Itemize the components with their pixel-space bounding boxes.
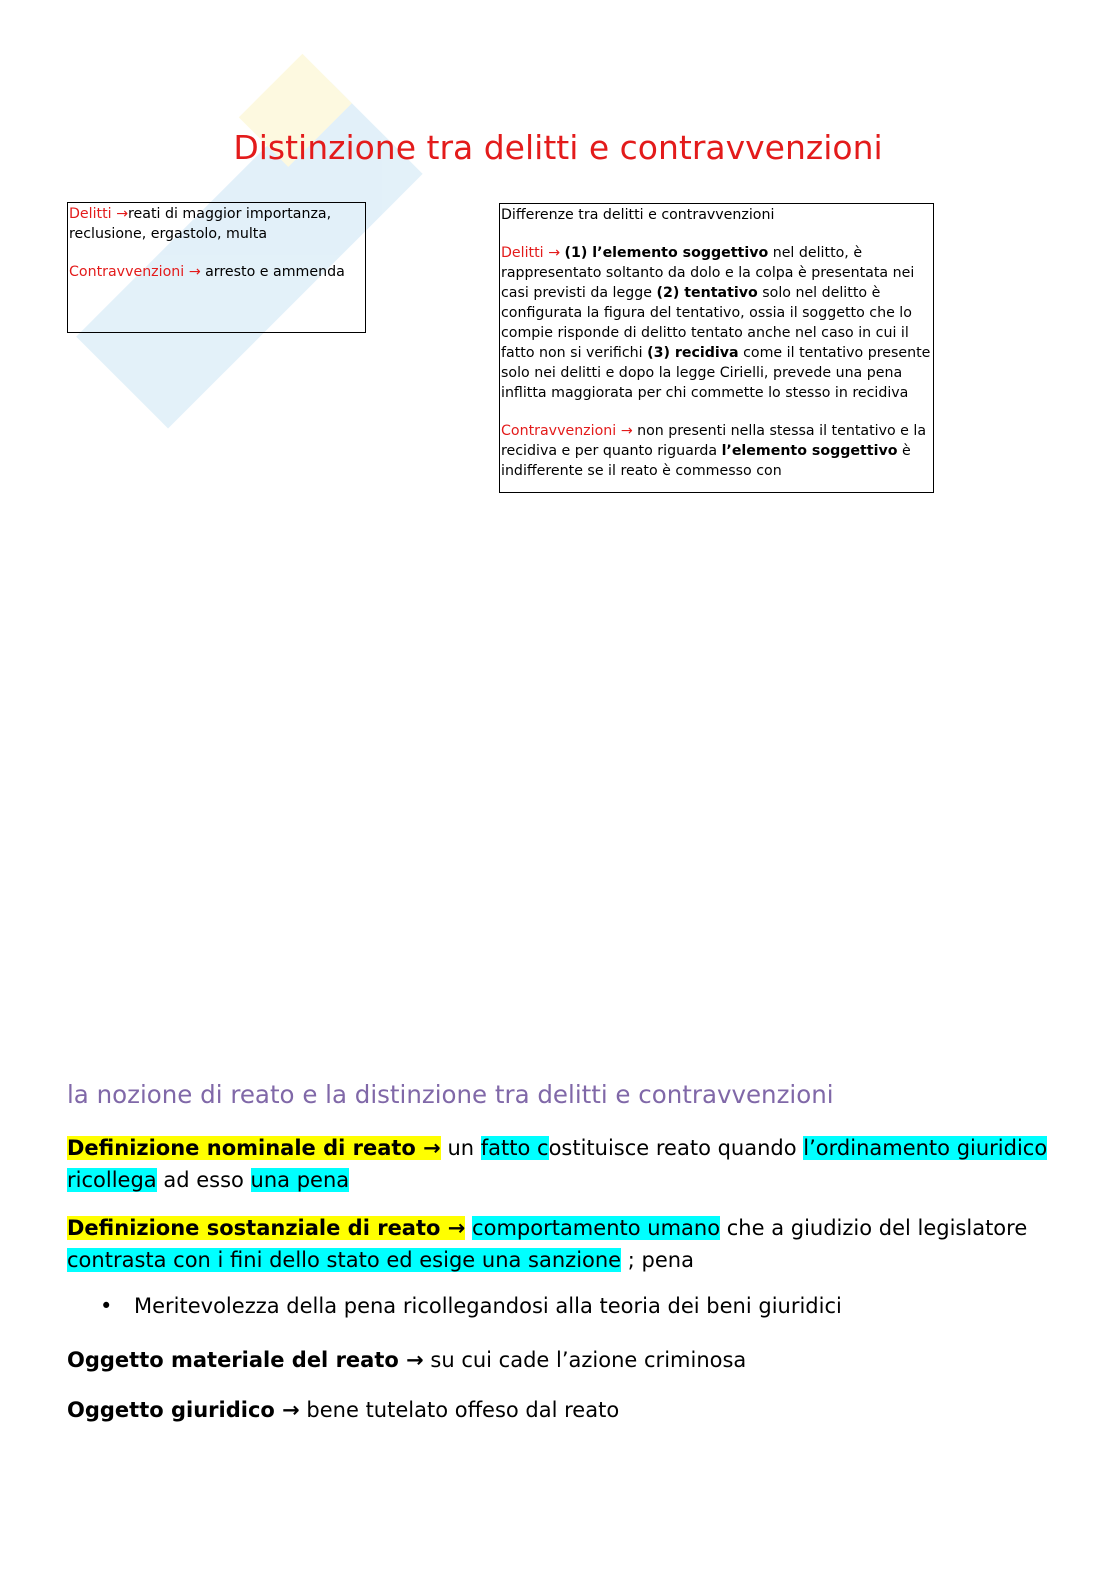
bullet-icon: •: [100, 1294, 113, 1318]
paragraph-text: ; pena: [621, 1248, 694, 1272]
recidiva-term: (3) recidiva: [647, 345, 739, 361]
paragraph-text: su cui cade l’azione criminosa: [423, 1348, 747, 1372]
differences-heading: Differenze tra delitti e contravvenzioni: [501, 207, 775, 223]
delitti-paragraph: [501, 243, 933, 403]
arrow-icon: →: [620, 423, 633, 439]
contrav-paragraph: [501, 421, 933, 481]
summary-box: [67, 202, 366, 333]
delitti-label: Delitti: [501, 245, 544, 261]
highlight: comportamento umano: [472, 1216, 721, 1240]
paragraph-text: è indifferente se il reato è commesso con: [501, 443, 911, 479]
definizione-sostanziale: [67, 1212, 1057, 1276]
paragraph-text: un: [440, 1136, 481, 1160]
delitti-line: [69, 204, 365, 244]
delitti-text: reati di maggior importanza, reclusione, ergastolo, multa: [69, 206, 332, 242]
tentativo-term: (2) tentativo: [656, 285, 758, 301]
highlight: fatto c: [480, 1136, 549, 1160]
paragraph-text: nel delitto, è rappresentato soltanto da dolo e la colpa è presentata nei casi previsti da legge: [501, 245, 915, 301]
elemento-soggettivo-term: (1) l’elemento soggettivo: [564, 245, 769, 261]
arrow-icon: →: [188, 264, 201, 280]
oggetto-materiale-label: Oggetto materiale del reato →: [67, 1348, 424, 1372]
paragraph-text: solo nel delitto è configurata la figura del tentativo, ossia il soggetto che lo compie risponde di delitto tentato anche nel caso in cui il fatto non si verifichi: [501, 285, 912, 361]
list-item: [100, 1294, 842, 1318]
paragraph-text: come il tentativo presente solo nei delitti e dopo la legge Cirielli, prevede una pena inflitta maggiorata per chi commette lo stesso in recidiva: [501, 345, 931, 401]
definizione-nominale: [67, 1132, 1057, 1196]
highlight: l’ordinamento giuridico ricollega: [67, 1136, 1048, 1192]
arrow-icon: →: [116, 206, 129, 222]
elemento-soggettivo-term: l’elemento soggettivo: [721, 443, 898, 459]
paragraph-text: ad esso: [156, 1168, 251, 1192]
paragraph-text: non presenti nella stessa il tentativo e la recidiva e per quanto riguarda: [501, 423, 927, 459]
definizione-sostanziale-label: Definizione sostanziale di reato →: [67, 1216, 466, 1240]
paragraph-text: bene tutelato offeso dal reato: [299, 1398, 620, 1422]
contrav-label: Contravvenzioni: [501, 423, 617, 439]
arrow-icon: →: [548, 245, 561, 261]
oggetto-giuridico: [67, 1394, 1057, 1426]
oggetto-materiale: [67, 1344, 1057, 1376]
contrav-line: [69, 262, 365, 282]
paragraph-text: che a giudizio del legislatore: [720, 1216, 1028, 1240]
highlight: contrasta con i fini dello stato ed esige una sanzione: [67, 1248, 622, 1272]
delitti-label: Delitti: [69, 206, 112, 222]
paragraph-text: ostituisce reato quando: [548, 1136, 804, 1160]
highlight: una pena: [250, 1168, 350, 1192]
page-title: Distinzione tra delitti e contravvenzioni: [233, 128, 883, 167]
contrav-text: arresto e ammenda: [205, 264, 345, 280]
definizione-nominale-label: Definizione nominale di reato →: [67, 1136, 441, 1160]
section-heading: la nozione di reato e la distinzione tra delitti e contravvenzioni: [67, 1080, 834, 1109]
contrav-label: Contravvenzioni: [69, 264, 185, 280]
oggetto-giuridico-label: Oggetto giuridico →: [67, 1398, 300, 1422]
bullet-text: Meritevolezza della pena ricollegandosi alla teoria dei beni giuridici: [134, 1294, 842, 1318]
differences-box: [499, 203, 934, 493]
